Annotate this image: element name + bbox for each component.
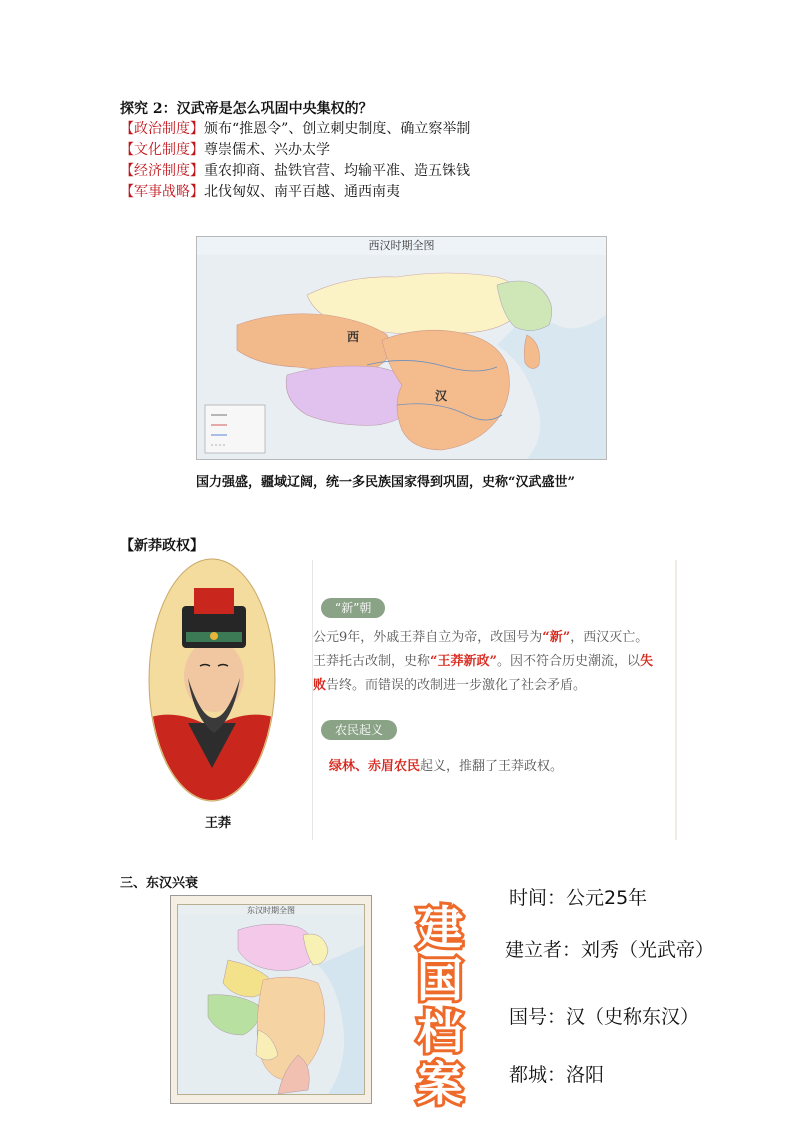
para-text: 。因不符合历史潮流，以 bbox=[496, 654, 640, 669]
wangmang-portrait-image bbox=[148, 558, 276, 803]
founding-time: 时间：公元25年 bbox=[509, 887, 648, 909]
policy-row-culture bbox=[120, 139, 330, 159]
question-title: 探究 2：汉武帝是怎么巩固中央集权的？ bbox=[120, 101, 373, 117]
portrait-name: 王莽 bbox=[205, 816, 232, 831]
policy-row-politics bbox=[120, 118, 470, 138]
founding-capital: 都城：洛阳 bbox=[509, 1064, 605, 1086]
map-caption: 国力强盛，疆域辽阔，统一多民族国家得到巩固，史称“汉武盛世” bbox=[196, 475, 575, 490]
eastern-han-map-frame bbox=[177, 904, 365, 1095]
policy-row-military bbox=[120, 181, 400, 201]
map-label-han: 汉 bbox=[435, 389, 448, 403]
xin-dynasty-pill: “新”朝 bbox=[321, 598, 385, 618]
para-text: 起义，推翻了王莽政权。 bbox=[420, 759, 564, 774]
policy-text: 颁布“推恩令”、创立刺史制度、确立察举制 bbox=[204, 121, 471, 137]
para-highlight-xin: “新” bbox=[542, 630, 571, 645]
xin-dynasty-paragraph bbox=[313, 626, 653, 698]
vertical-char: 档 bbox=[417, 1005, 463, 1059]
vertical-char: 建 bbox=[417, 901, 463, 955]
policy-tag: 【文化制度】 bbox=[120, 142, 204, 158]
para-text: 公元9年，外戚王莽自立为帝，改国号为 bbox=[313, 630, 543, 645]
map-title: 西汉时期全图 bbox=[197, 237, 606, 256]
western-han-map bbox=[196, 236, 607, 460]
policy-row-economy bbox=[120, 160, 470, 180]
vertical-char: 国 bbox=[417, 953, 463, 1007]
vertical-char: 案 bbox=[417, 1057, 463, 1110]
para-highlight-uprising: 绿林、赤眉农民 bbox=[329, 759, 421, 774]
wangmang-portrait bbox=[148, 558, 276, 803]
xinmang-heading: 【新莽政权】 bbox=[120, 538, 204, 554]
para-text: 告终。而错误的改制进一步激化了社会矛盾。 bbox=[326, 678, 587, 693]
para-text: ，西汉灭亡。王莽托古改制，史称 bbox=[313, 630, 649, 669]
western-han-map-drawing bbox=[197, 255, 606, 459]
para-highlight-reform: “王莽新政” bbox=[430, 654, 497, 669]
founding-founder: 建立者：刘秀（光武帝） bbox=[505, 939, 715, 961]
policy-text: 尊崇儒术、兴办太学 bbox=[204, 142, 330, 158]
para-highlight-fail: 失败 bbox=[313, 654, 654, 693]
eastern-han-map-drawing bbox=[178, 905, 364, 1094]
founding-archive-title bbox=[412, 900, 468, 1110]
donghan-heading: 三、东汉兴衰 bbox=[120, 876, 199, 891]
policy-tag: 【经济制度】 bbox=[120, 163, 204, 179]
policy-tag: 【军事战略】 bbox=[120, 184, 204, 200]
founding-archive-lettering bbox=[412, 900, 468, 1110]
policy-tag: 【政治制度】 bbox=[120, 121, 204, 137]
eastern-han-map-title: 东汉时期全图 bbox=[247, 906, 295, 915]
map-label-xi: 西 bbox=[347, 330, 360, 344]
eastern-han-map bbox=[170, 895, 372, 1104]
peasant-uprising-pill: 农民起义 bbox=[321, 720, 397, 740]
policy-text: 重农抑商、盐铁官营、均输平准、造五铢钱 bbox=[204, 163, 470, 179]
peasant-uprising-paragraph bbox=[329, 755, 669, 779]
policy-text: 北伐匈奴、南平百越、通西南夷 bbox=[204, 184, 400, 200]
founding-country-name: 国号：汉（史称东汉） bbox=[509, 1006, 700, 1028]
xinmang-panel bbox=[312, 560, 677, 840]
